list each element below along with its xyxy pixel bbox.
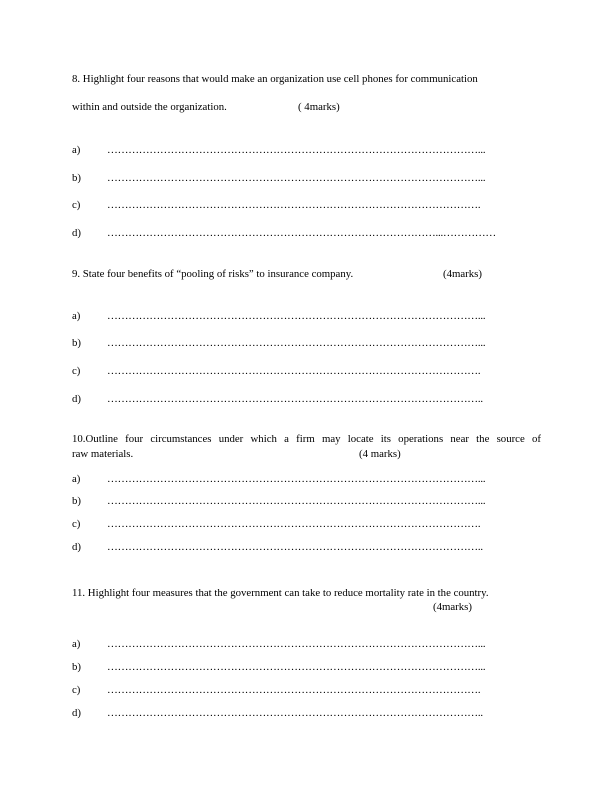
q10-option-d-answer-line[interactable]: …………………………………………………………………………………………….. [107,541,483,553]
q9-option-d-answer-line[interactable]: …………………………………………………………………………………………….. [107,393,483,405]
q10-option-c-label: c) [72,518,81,530]
q9-option-a-label: a) [72,310,81,322]
q11-option-d-answer-line[interactable]: …………………………………………………………………………………………….. [107,707,483,719]
q10-option-c-answer-line[interactable]: ……………………………………………………………………………………………. [107,518,481,530]
q9-text: 9. State four benefits of “pooling of risks” to insurance company. [72,268,354,280]
q8-marks: ( 4marks) [298,101,340,113]
q8-option-a-label: a) [72,144,81,156]
q8-text-line1: 8. Highlight four reasons that would make an organization use cell phones for communication [72,73,478,85]
q10-text-line1: 10.Outline four circumstances under which a firm may locate its operations near the source of [72,433,541,445]
q10-option-b-label: b) [72,495,81,507]
q8-option-a-answer-line[interactable]: ……………………………………………………………………………………………... [107,144,486,156]
q11-option-d-label: d) [72,707,81,719]
q10-option-a-label: a) [72,473,81,485]
q9-option-b-label: b) [72,337,81,349]
q9-option-d-label: d) [72,393,81,405]
q8-option-d-answer-line[interactable]: …………………………………………………………………………………...…………… [107,227,496,239]
q9-option-b-answer-line[interactable]: ……………………………………………………………………………………………... [107,337,486,349]
q8-option-c-answer-line[interactable]: ……………………………………………………………………………………………. [107,199,481,211]
q9-option-c-label: c) [72,365,81,377]
q9-option-a-answer-line[interactable]: ……………………………………………………………………………………………... [107,310,486,322]
q11-option-b-label: b) [72,661,81,673]
q11-option-a-label: a) [72,638,81,650]
q8-option-b-label: b) [72,172,81,184]
q11-option-a-answer-line[interactable]: ……………………………………………………………………………………………... [107,638,486,650]
q9-marks: (4marks) [443,268,482,280]
q10-option-a-answer-line[interactable]: ……………………………………………………………………………………………... [107,473,486,485]
q10-text-line2: raw materials. [72,448,134,460]
q11-option-b-answer-line[interactable]: ……………………………………………………………………………………………... [107,661,486,673]
q10-marks: (4 marks) [359,448,401,460]
q11-option-c-label: c) [72,684,81,696]
q11-marks: (4marks) [433,601,472,613]
q8-option-b-answer-line[interactable]: ……………………………………………………………………………………………... [107,172,486,184]
q11-option-c-answer-line[interactable]: ……………………………………………………………………………………………. [107,684,481,696]
q11-text: 11. Highlight four measures that the government can take to reduce mortality rate in the country. [72,587,489,599]
q10-option-b-answer-line[interactable]: ……………………………………………………………………………………………... [107,495,486,507]
q8-option-c-label: c) [72,199,81,211]
q10-option-d-label: d) [72,541,81,553]
q8-text-line2: within and outside the organization. [72,101,227,113]
q9-option-c-answer-line[interactable]: ……………………………………………………………………………………………. [107,365,481,377]
q8-option-d-label: d) [72,227,81,239]
